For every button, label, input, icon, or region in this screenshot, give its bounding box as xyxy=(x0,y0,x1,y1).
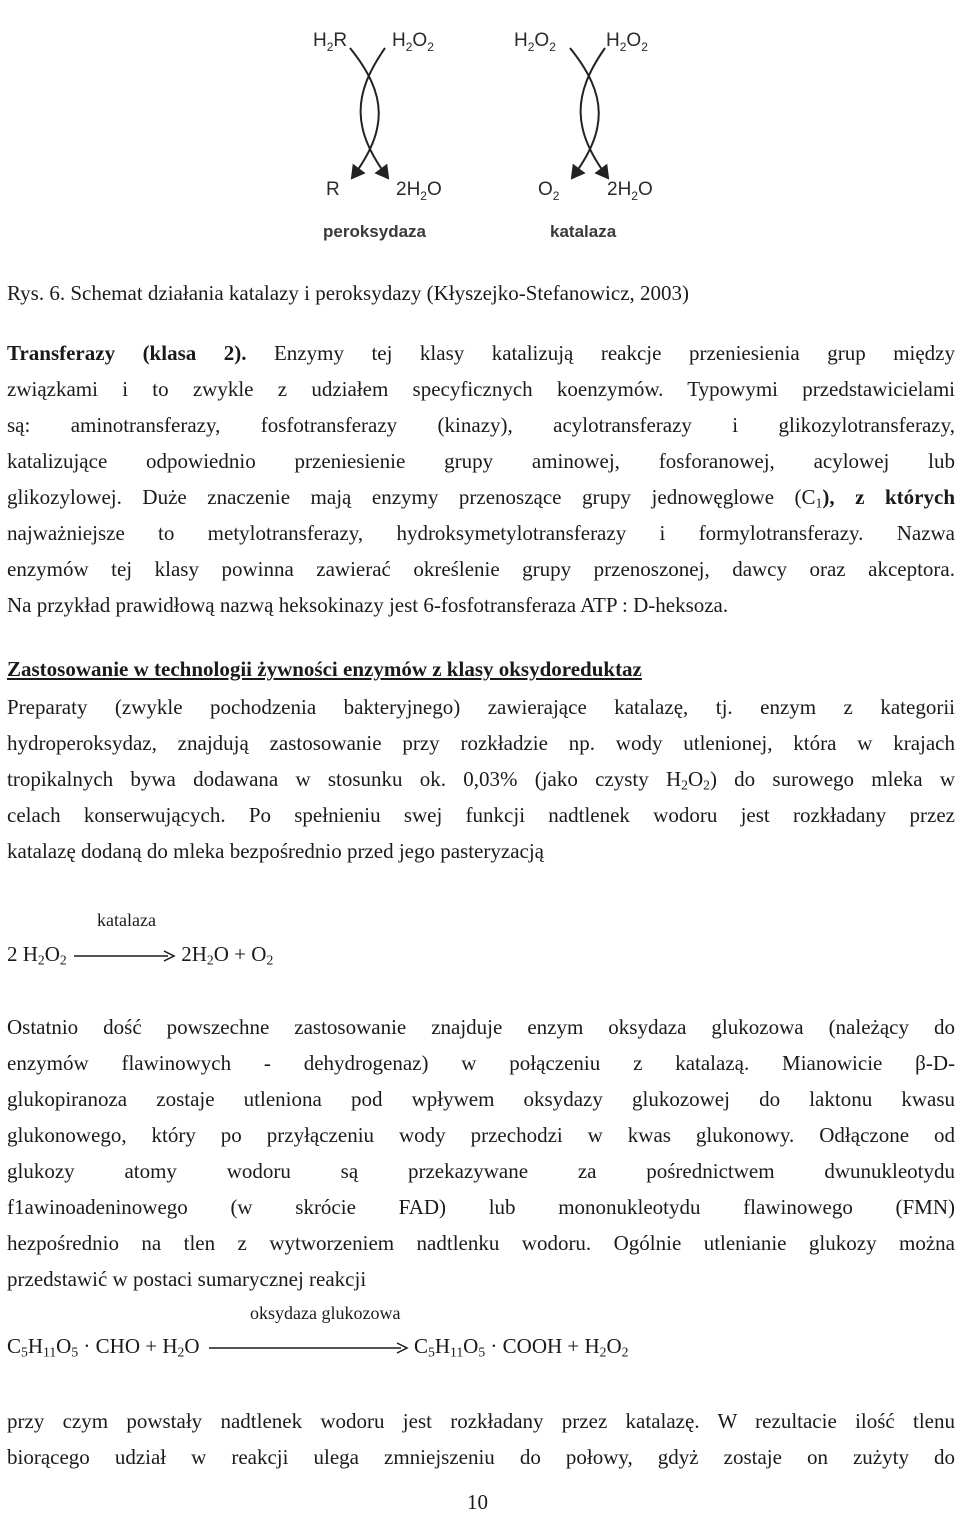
p1-line-4: katalizujące odpowiednio przeniesienie grupy aminowej, fosforanowej, acylowej lub xyxy=(7,449,955,473)
label-katalaza: katalaza xyxy=(550,222,617,241)
p3-line-7: hezpośrednio na tlen z wytworzeniem nadtlenku wodoru. Ogólnie utlenianie glukozy można xyxy=(7,1231,955,1255)
p1-line-1 xyxy=(7,340,955,366)
p2-line-4: celach konserwujących. Po spełnieniu swej funkcji nadtlenek wodoru jest rozkładany przez xyxy=(7,803,955,827)
page-number: 10 xyxy=(467,1490,488,1514)
eq1-enzyme-label: katalaza xyxy=(97,910,156,930)
eq2-equation xyxy=(7,1334,629,1359)
formula-r: R xyxy=(326,179,340,200)
reaction-scheme-svg xyxy=(280,0,680,250)
p1-line-2: związkami i to zwykle z udziałem specyficznych koenzymów. Typowymi przedstawicielami xyxy=(7,377,955,401)
p2-line-1: Preparaty (zwykle pochodzenia bakteryjnego) zawierające katalazę, tj. enzym z kategorii xyxy=(7,695,955,719)
formula-h2o2-right-1: $H_2O_2$ xyxy=(514,30,556,54)
p1-lead-bold: Transferazy (klasa 2). xyxy=(7,341,247,365)
p1-line-5b: ), z których xyxy=(822,485,955,509)
label-peroksydaza: peroksydaza xyxy=(323,222,426,241)
p2-line-5: katalazę dodaną do mleka bezpośrednio przed jego pasteryzacją xyxy=(7,839,544,863)
p2-line-3-sub1: 2 xyxy=(681,777,688,793)
p1-line-1-text: Enzymy tej klasy katalizują reakcje przeniesienia grup między xyxy=(246,341,956,365)
p1-line-5a: glikozylowej. Duże znaczenie mają enzymy przenoszące grupy jednowęglowe (C xyxy=(7,485,816,509)
eq2-arrow-icon xyxy=(205,1341,409,1355)
p2-line-3-sub2: 2 xyxy=(703,777,710,793)
p3-line-1: Ostatnio dość powszechne zastosowanie znajduje enzym oksydaza glukozowa (należący do xyxy=(7,1015,955,1039)
eq2-lhs: $C_5H_{11}O_5$ · CHO + $H_2O$ xyxy=(7,1334,200,1360)
p2-line-3b: O xyxy=(687,767,704,791)
figure-caption: Rys. 6. Schemat działania katalazy i peroksydazy (Kłyszejko-Stefanowicz, 2003) xyxy=(7,281,690,305)
p1-line-5 xyxy=(7,484,955,510)
formula-o2: $O_2$ xyxy=(538,179,560,203)
reaction-scheme-figure xyxy=(280,0,680,250)
eq1-lhs: 2 $H_2O_2$ xyxy=(7,942,67,968)
formula-h2o2-right-2: $H_2O_2$ xyxy=(606,30,648,54)
p4-line-2: biorącego udział w reakcji ulega zmniejszeniu do połowy, gdyż zostaje on zużyty do xyxy=(7,1445,955,1469)
p3-line-8: przedstawić w postaci sumarycznej reakcji xyxy=(7,1267,367,1291)
eq2-enzyme-label: oksydaza glukozowa xyxy=(250,1303,401,1323)
p3-line-6: f1awinoadeninowego (w skrócie FAD) lub mononukleotydu flawinowego (FMN) xyxy=(7,1195,955,1219)
p2-line-3c: ) do surowego mleka w xyxy=(709,767,955,791)
p1-line-6: najważniejsze to metylotransferazy, hydroksymetylotransferazy i formylotransferazy. Nazwa xyxy=(7,521,955,545)
p3-line-2: enzymów flawinowych - dehydrogenaz) w połączeniu z katalazą. Mianowicie β-D- xyxy=(7,1051,955,1075)
eq1-arrow-icon xyxy=(72,949,176,963)
p1-line-8: Na przykład prawidłową nazwą heksokinazy jest 6-fosfotransferaza ATP : D-heksoza. xyxy=(7,593,729,617)
eq1-rhs: $2H_2O + O_2$ xyxy=(181,942,274,968)
p1-line-3: są: aminotransferazy, fosfotransferazy (kinazy), acylotransferazy i glikozylotransferazy, xyxy=(7,413,955,437)
p1-line-5-sub: 1 xyxy=(815,495,823,511)
eq1-equation xyxy=(7,942,273,967)
p1-line-7: enzymów tej klasy powinna zawierać określenie grupy przenoszonej, dawcy oraz akceptora. xyxy=(7,557,955,581)
p2-line-3a: tropikalnych bywa dodawana w stosunku ok. 0,03% (jako czysty H xyxy=(7,767,682,791)
p4-line-1: przy czym powstały nadtlenek wodoru jest rozkładany przez katalazę. W rezultacie ilość tlenu xyxy=(7,1409,955,1433)
formula-h2r: $H_2R$ xyxy=(313,30,348,54)
section-heading: Zastosowanie w technologii żywności enzymów z klasy oksydoreduktaz xyxy=(7,657,642,681)
p2-line-3 xyxy=(7,766,955,792)
p2-line-2: hydroperoksydaz, znajdują zastosowanie przy rozkładzie np. wody utlenionej, która w krajach xyxy=(7,731,955,755)
eq2-rhs: $C_5H_{11}O_5$ · COOH + $H_2O_2$ xyxy=(414,1334,629,1360)
p3-line-4: glukonowego, który po przyłączeniu wody przechodzi w kwas glukonowy. Odłączone od xyxy=(7,1123,955,1147)
p3-line-3: glukopiranoza zostaje utleniona pod wpływem oksydazy glukozowej do laktonu kwasu xyxy=(7,1087,955,1111)
formula-2h2o-left: $2H_2O$ xyxy=(396,179,442,203)
formula-2h2o-right: $2H_2O$ xyxy=(607,179,653,203)
formula-h2o2-left: $H_2O_2$ xyxy=(392,30,434,54)
p3-line-5: glukozy atomy wodoru są przekazywane za pośrednictwem dwunukleotydu xyxy=(7,1159,955,1183)
